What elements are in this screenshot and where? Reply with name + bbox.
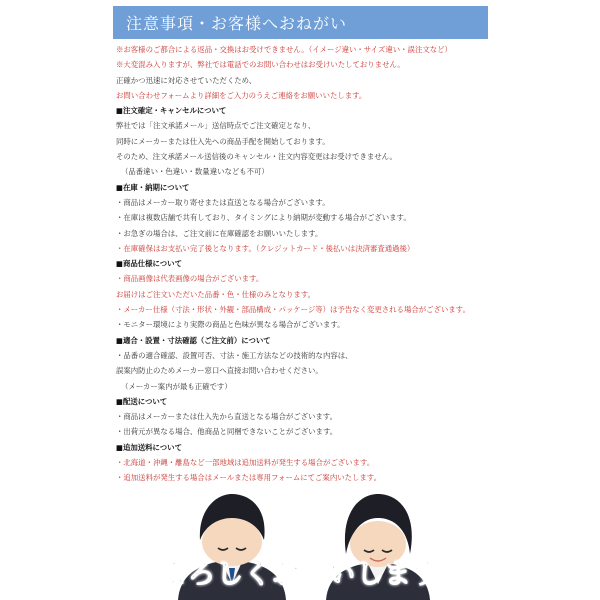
notice-line: ・モニター環境により実際の商品と色味が異なる場合がございます。 [116, 320, 345, 330]
section-heading: ■配送について [116, 396, 168, 406]
notice-line: お届けはご注文いただいた品番・色・仕様のみとなります。 [116, 289, 315, 299]
notice-line: 弊社では「注文承諾メール」送信時点でご注文確定となり、 [116, 121, 316, 131]
notice-list [116, 42, 496, 486]
banner-title: 注意事項・お客様へおねがい [126, 14, 348, 33]
notice-line: ・品番の適合確認、設置可否、寸法・施工方法などの技術的な内容は、 [116, 350, 353, 360]
notice-line: （品番違い・色違い・数量違いなども不可） [121, 167, 269, 177]
section-heading: ■商品仕様について [116, 259, 182, 269]
notice-line: ・商品はメーカー取り寄せまたは直送となる場合がございます。 [116, 197, 330, 207]
notice-line: ・在庫確保はお支払い完了後となります。（クレジットカード・後払いは決済審査通過後） [116, 243, 415, 253]
notice-line: ※お客様のご都合による返品・交換はお受けできません。（イメージ違い・サイズ違い・誤注文など） [116, 45, 452, 54]
notice-line: ・お急ぎの場合は、ご注文前に在庫確認をお願いいたします。 [116, 228, 323, 238]
section-heading: ■適合・設置・寸法確認（ご注文前）について [116, 335, 271, 345]
notice-line: ・北海道・沖縄・離島など一部地域は追加送料が発生する場合がございます。 [116, 458, 375, 468]
section-heading: ■追加送料について [116, 442, 182, 452]
section-banner [113, 6, 488, 39]
notice-line: 同時にメーカーまたは仕入先への商品手配を開始しております。 [116, 136, 330, 146]
notice-line: 正確かつ迅速に対応させていただくため、 [116, 75, 257, 85]
notice-line: ・商品画像は代表画像の場合がございます。 [116, 274, 264, 284]
notice-line: そのため、注文承諾メール送信後のキャンセル・注文内容変更はお受けできません。 [116, 152, 397, 162]
notice-line: ・在庫は複数店舗で共有しており、タイミングにより納期が変動する場合がございます。 [116, 213, 411, 223]
notice-line: ※大変混み入りますが、弊社では電話でのお問い合わせはお受けいたしておりません。 [116, 60, 405, 70]
notice-line: ・メーカー仕様（寸法・形状・外観・部品構成・パッケージ等）は予告なく変更される場合がございます。 [116, 305, 470, 315]
notice-line: ・商品はメーカーまたは仕入先から直送となる場合がございます。 [116, 412, 337, 422]
notice-line: 誤案内防止のためメーカー窓口へ直接お問い合わせください。 [116, 366, 323, 376]
closing-greeting: よろしくお願いします [160, 559, 440, 590]
section-heading: ■注文確定・キャンセルについて [116, 106, 227, 116]
notice-line: ・追加送料が発生する場合はメールまたは専用フォームにてご案内いたします。 [116, 473, 381, 483]
notice-line: （メーカー案内が最も正確です） [121, 381, 232, 391]
notice-line: お問い合わせフォームより詳細をご入力のうえご連絡をお願いいたします。 [116, 90, 367, 100]
notice-line: ・出荷元が異なる場合、他商品と同梱できないことがございます。 [116, 427, 338, 437]
section-heading: ■在庫・納期について [116, 182, 190, 192]
